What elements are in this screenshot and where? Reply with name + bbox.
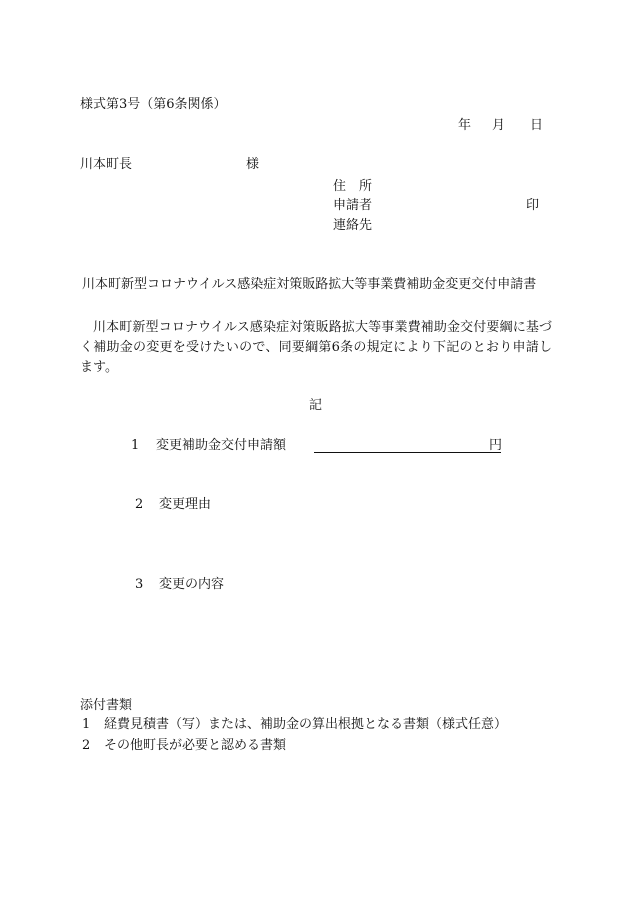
- item-3-number: 3: [135, 577, 144, 592]
- date-line: [458, 119, 543, 132]
- document-title: 川本町新型コロナウイルス感染症対策販路拡大等事業費補助金変更交付申請書: [82, 277, 537, 292]
- item-1-number: 1: [131, 438, 140, 453]
- seal-label: 印: [526, 198, 540, 213]
- applicant-contact-label: 連絡先: [333, 218, 373, 233]
- attachment-1-text: 経費見積書（写）または、補助金の算出根拠となる書類（様式任意）: [104, 717, 508, 732]
- attachment-2-text: その他町長が必要と認める書類: [104, 738, 287, 753]
- item-2-label: 変更理由: [159, 497, 212, 512]
- attachments-heading: 添付書類: [80, 698, 133, 713]
- addressee-honorific: 様: [246, 157, 260, 172]
- ki-mark: 記: [309, 398, 323, 413]
- item-3-label: 変更の内容: [159, 577, 225, 592]
- amount-blank-line[interactable]: [314, 439, 501, 453]
- body-text: 川本町新型コロナウイルス感染症対策販路拡大等事業費補助金交付要綱に基づく補助金の変更を受けたいので、同要綱第6条の規定により下記のとおり申請します。: [80, 320, 552, 375]
- date-month-label: 月: [492, 118, 506, 133]
- date-day-label: 日: [530, 118, 544, 133]
- addressee-name: 川本町長: [80, 157, 133, 172]
- attachment-1-number: 1: [82, 717, 91, 732]
- item-2-number: 2: [135, 497, 144, 512]
- applicant-name-label: 申請者: [333, 198, 373, 213]
- item-1-unit: 円: [489, 438, 503, 453]
- applicant-address-label: 住 所: [333, 179, 373, 194]
- item-1-label: 変更補助金交付申請額: [156, 438, 287, 453]
- form-number: 様式第3号（第6条関係）: [80, 97, 227, 112]
- attachment-2-number: 2: [82, 738, 91, 753]
- date-year-label: 年: [458, 118, 472, 133]
